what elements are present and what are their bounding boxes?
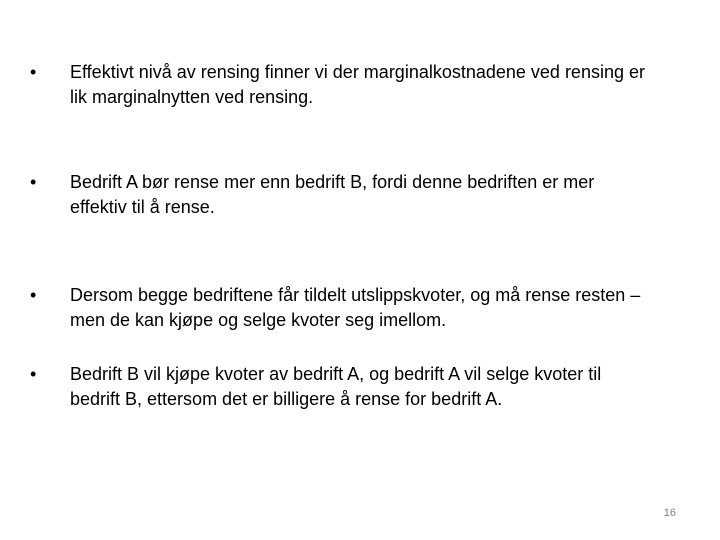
- bullet-text: Dersom begge bedriftene får tildelt utslippskvoter, og må rense resten – men de kan kjøpe og selge kvoter seg imellom.: [70, 285, 641, 330]
- bullet-dot: •: [30, 172, 37, 192]
- bullet-dot: •: [30, 62, 37, 82]
- bullet-item: [30, 60, 680, 110]
- bullet-dot: •: [30, 285, 37, 305]
- bullet-item: [30, 283, 680, 333]
- bullet-text: Effektivt nivå av rensing finner vi der marginalkostnadene ved rensing er lik marginalnytten ved rensing.: [70, 62, 645, 107]
- bullet-text: Bedrift B vil kjøpe kvoter av bedrift A, og bedrift A vil selge kvoter til bedrift B, ettersom det er billigere å rense for bedrift A.: [70, 364, 602, 409]
- bullet-dot: •: [30, 364, 37, 384]
- bullet-item: [30, 362, 680, 412]
- bullet-text: Bedrift A bør rense mer enn bedrift B, fordi denne bedriften er mer effektiv til å rense.: [70, 172, 595, 217]
- bullet-item: [30, 170, 680, 220]
- page-number: 16: [663, 507, 676, 519]
